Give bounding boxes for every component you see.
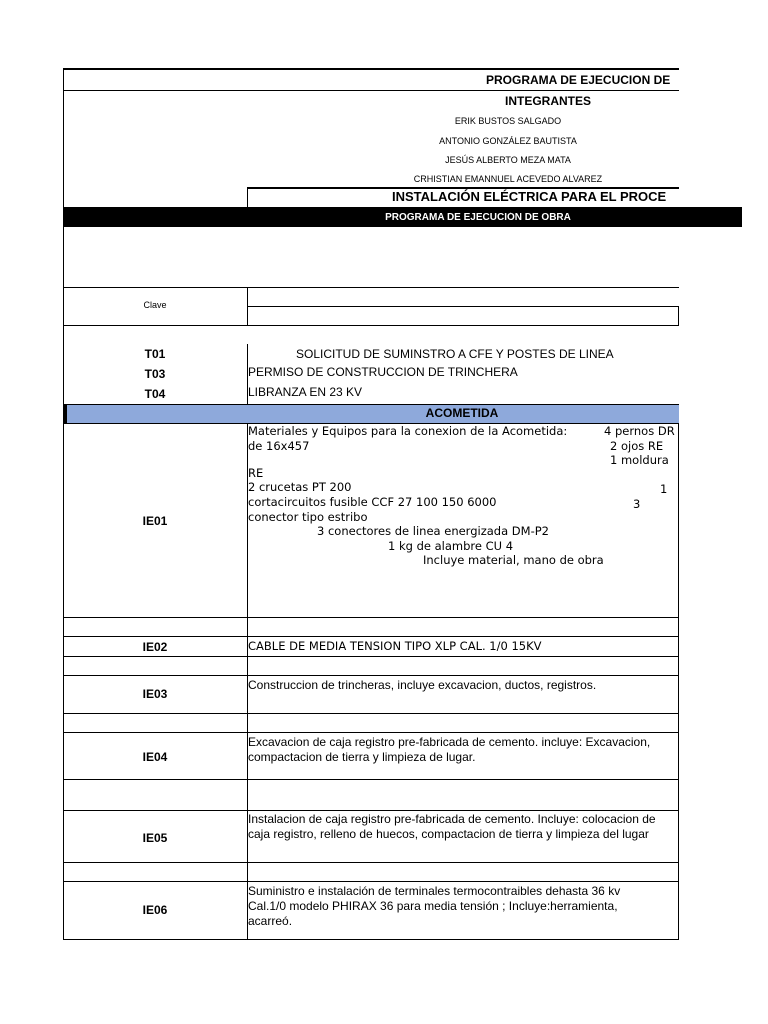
- clave-label: Clave: [143, 300, 167, 310]
- desc-t04: LIBRANZA EN 23 KV: [248, 385, 363, 399]
- ie01-line-14: Incluye material, mano de obra: [423, 553, 604, 567]
- ie01-line-4: 2 ojos RE: [610, 439, 664, 453]
- table-bottom-border: [63, 939, 679, 940]
- ie01-line-6: RE: [248, 466, 264, 480]
- document-title: PROGRAMA DE EJECUCION DE: [486, 73, 671, 87]
- top-border: [63, 68, 679, 70]
- ie01-line-12: 3 conectores de linea energizada DM-P2: [317, 524, 549, 538]
- desc-ie06-line-1: Suministro e instalación de terminales termocontraibles dehasta 36 kv: [248, 884, 621, 898]
- member-name-1: ERIK BUSTOS SALGADO: [454, 116, 562, 126]
- desc-t03: PERMISO DE CONSTRUCCION DE TRINCHERA: [248, 365, 518, 379]
- ie01-line-7: 2 crucetas PT 200: [248, 480, 352, 494]
- desc-ie03: Construccion de trincheras, incluye excavacion, ductos, registros.: [248, 678, 597, 692]
- ie01-line-5: 1 moldura: [610, 453, 669, 467]
- project-title-left: [247, 187, 248, 207]
- ie01-line-13: 1 kg de alambre CU 4: [388, 539, 514, 553]
- clave-top-line: [63, 287, 679, 288]
- code-ie03: IE03: [142, 687, 168, 701]
- code-t01: T01: [144, 347, 166, 361]
- code-ie01: IE01: [142, 514, 168, 528]
- desc-ie04-line-1: Excavacion de caja registro pre-fabricada de cemento. incluye: Excavacion,: [248, 735, 651, 749]
- row-line-10: [63, 881, 679, 882]
- ie01-line-11: conector tipo estribo: [248, 510, 368, 524]
- member-name-4: CRHISTIAN EMANNUEL ACEVEDO ALVAREZ: [413, 174, 603, 184]
- ie01-line-3: de 16x457: [248, 439, 310, 453]
- black-band-label: PROGRAMA DE EJECUCIÓN DE OBRA: [385, 212, 571, 223]
- desc-ie06-line-3: acarreó.: [248, 914, 293, 928]
- desc-ie04-line-2: compactacion de tierra y limpieza de lugar.: [248, 750, 476, 764]
- clave-bottom-line: [63, 325, 679, 326]
- row-line-4: [63, 675, 679, 676]
- code-ie05: IE05: [142, 831, 168, 845]
- row-line-5: [63, 713, 679, 714]
- member-name-2: ANTONIO GONZÁLEZ BAUTISTA: [439, 136, 577, 146]
- ie01-line-9: cortacircuitos fusible CCF 27 100 150 6000: [248, 495, 497, 509]
- row-line-7: [63, 779, 679, 780]
- ie01-line-10: 3: [633, 497, 641, 511]
- row-line-2: [63, 636, 679, 637]
- code-ie02: IE02: [142, 640, 168, 654]
- row-line-1: [63, 617, 679, 618]
- row-line-3: [63, 656, 679, 657]
- code-ie04: IE04: [142, 750, 168, 764]
- desc-t01: SOLICITUD DE SUMINSTRO A CFE Y POSTES DE LINEA: [296, 347, 614, 361]
- member-name-3: JESÚS ALBERTO MEZA MATA: [445, 155, 571, 165]
- desc-ie05-line-1: Instalacion de caja registro pre-fabricada de cemento. Incluye: colocacion de: [248, 812, 656, 826]
- ie01-line-1: Materiales y Equipos para la conexion de la Acometida:: [248, 424, 568, 438]
- section-band-left-accent: [63, 404, 67, 424]
- code-ie06: IE06: [142, 903, 168, 917]
- section-label-visible: ACOMETIDA: [425, 406, 499, 420]
- row-line-9: [63, 862, 679, 863]
- clave-right-line: [678, 306, 679, 325]
- code-t04: T04: [144, 387, 166, 401]
- project-title: INSTALACIÓN ELÉCTRICA PARA EL PROCE: [392, 189, 667, 204]
- clave-divider: [247, 287, 248, 325]
- ie01-line-2: 4 pernos DR: [604, 424, 675, 438]
- desc-ie02: CABLE DE MEDIA TENSION TIPO XLP CAL. 1/0 15KV: [248, 639, 542, 653]
- desc-ie06-line-2: Cal.1/0 modelo PHIRAX 36 para media tensión ; Incluye:herramienta,: [248, 899, 618, 913]
- ie01-line-8: 1: [660, 482, 668, 496]
- desc-ie05-line-2: caja registro, relleno de huecos, compactacion de tierra y limpieza del lugar: [248, 827, 649, 841]
- row-line-6: [63, 732, 679, 733]
- clave-mid-line: [247, 306, 679, 307]
- title-underline: [63, 90, 679, 91]
- integrantes-heading: INTEGRANTES: [504, 94, 591, 108]
- row-line-8: [63, 810, 679, 811]
- code-t03: T03: [144, 367, 166, 381]
